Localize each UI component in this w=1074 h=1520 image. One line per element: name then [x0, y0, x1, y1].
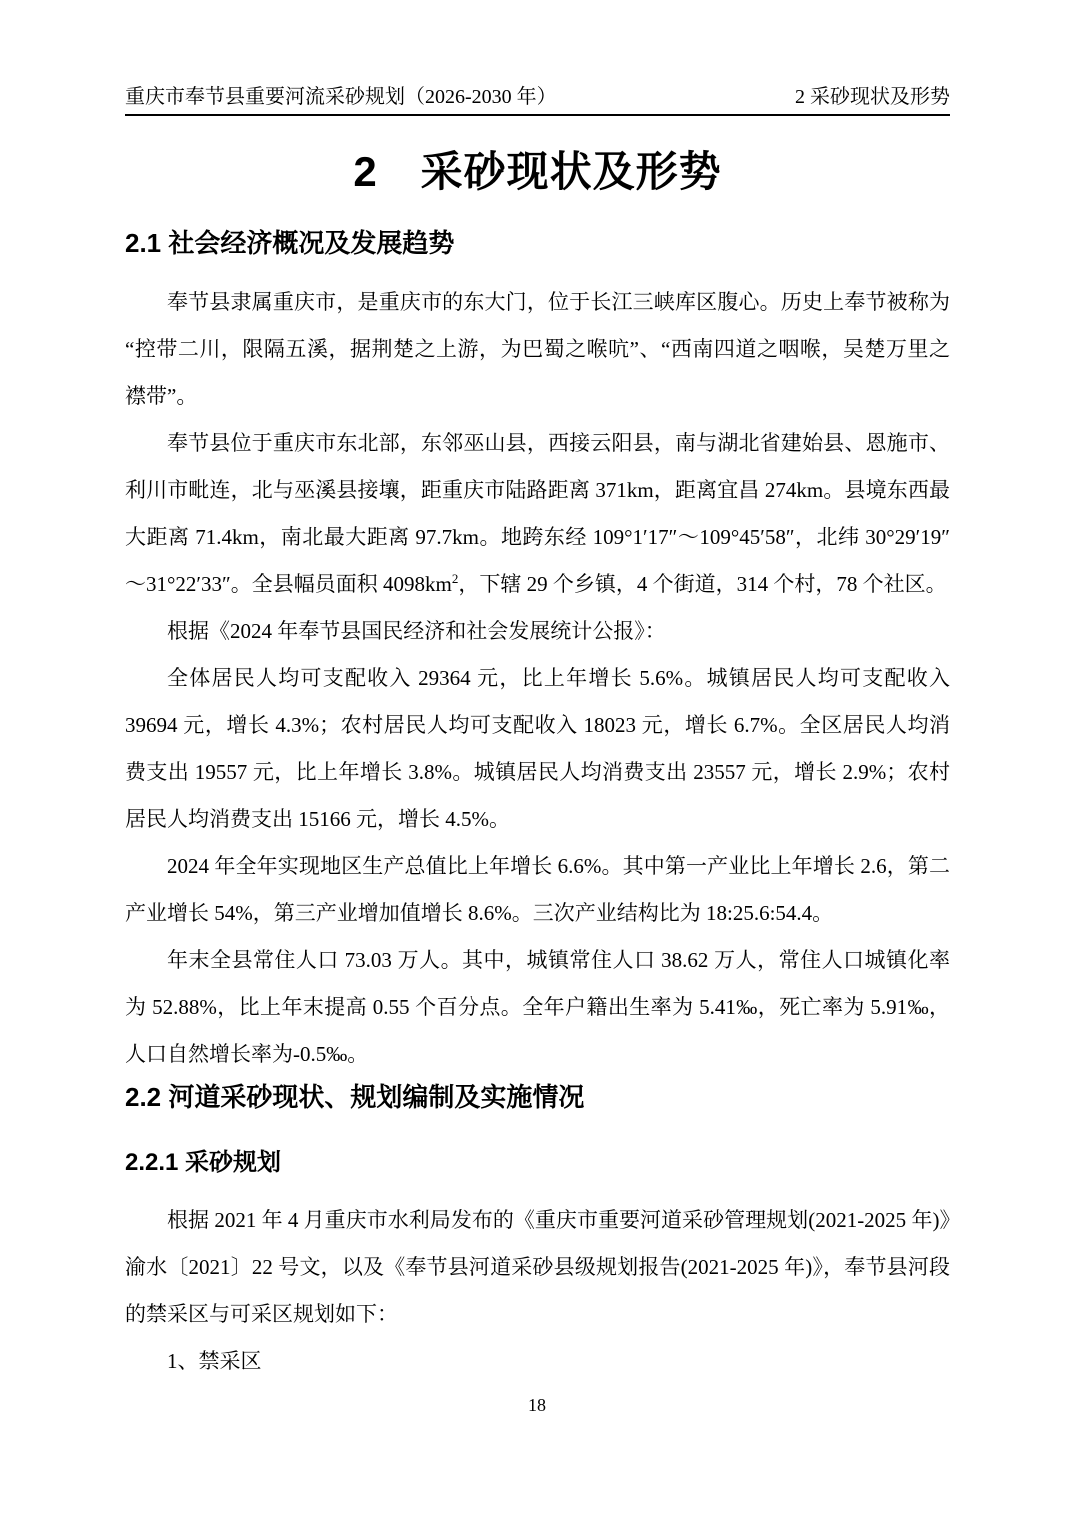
header-right-chapter: 2 采砂现状及形势	[795, 86, 950, 108]
paragraph-population: 年末全县常住人口 73.03 万人。其中，城镇常住人口 38.62 万人，常住人口城镇化率为 52.88%，比上年末提高 0.55 个百分点。全年户籍出生率为 5.41‰，死亡率为 5.91‰，人口自然增长率为-0.5‰。	[125, 948, 950, 1066]
paragraph-text: 奉节县位于重庆市东北部，东邻巫山县，西接云阳县，南与湖北省建始县、恩施市、利川市毗连，北与巫溪县接壤，距重庆市陆路距离 371km，距离宜昌 274km。县境东西最大距离 71.4km，南北最大距离 97.7km。地跨东经 109°1′17″～109°45′58″，北纬 30°29′19″～31°22′33″。全县幅员面积 4098km	[125, 431, 950, 596]
header-left-title: 重庆市奉节县重要河流采砂规划（2026-2030 年）	[125, 86, 557, 108]
page-header	[125, 85, 950, 116]
section-heading-2-1: 2.1 社会经济概况及发展趋势	[125, 228, 455, 258]
chapter-title: 2 采砂现状及形势	[353, 148, 722, 195]
paragraph-text: ，下辖 29 个乡镇，4 个街道，314 个村，78 个社区。	[458, 572, 947, 596]
section-heading-2-2: 2.2 河道采砂现状、规划编制及实施情况	[125, 1082, 585, 1112]
list-item-prohibited-zone: 1、禁采区	[167, 1349, 262, 1373]
paragraph-income: 全体居民人均可支配收入 29364 元，比上年增长 5.6%。城镇居民人均可支配收入 39694 元，增长 4.3%；农村居民人均可支配收入 18023 元，增长 6.7%。全区居民人均消费支出 19557 元，比上年增长 3.8%。城镇居民人均消费支出 23557 元，增长 2.9%；农村居民人均消费支出 15166 元，增长 4.5%。	[125, 666, 950, 831]
paragraph-geography	[125, 420, 950, 608]
paragraph-planning-basis: 根据 2021 年 4 月重庆市水利局发布的《重庆市重要河道采砂管理规划(2021-2025 年)》渝水〔2021〕22 号文，以及《奉节县河道采砂县级规划报告(2021-2025 年)》，奉节县河段的禁采区与可采区规划如下：	[125, 1208, 950, 1326]
page-footer	[0, 1394, 1074, 1416]
paragraph-statistics-source: 根据《2024 年奉节县国民经济和社会发展统计公报》：	[167, 619, 666, 643]
page-number: 18	[528, 1395, 546, 1415]
paragraph-county-overview: 奉节县隶属重庆市，是重庆市的东大门，位于长江三峡库区腹心。历史上奉节被称为“控带二川，限隔五溪，据荆楚之上游，为巴蜀之喉吭”、“西南四道之咽喉，吴楚万里之襟带”。	[125, 290, 950, 408]
paragraph-gdp: 2024 年全年实现地区生产总值比上年增长 6.6%。其中第一产业比上年增长 2.6，第二产业增长 54%，第三产业增加值增长 8.6%。三次产业结构比为 18:25.6:54.4。	[125, 854, 950, 925]
superscript-km2: 2	[451, 571, 459, 586]
section-heading-2-2-1: 2.2.1 采砂规划	[125, 1149, 282, 1176]
